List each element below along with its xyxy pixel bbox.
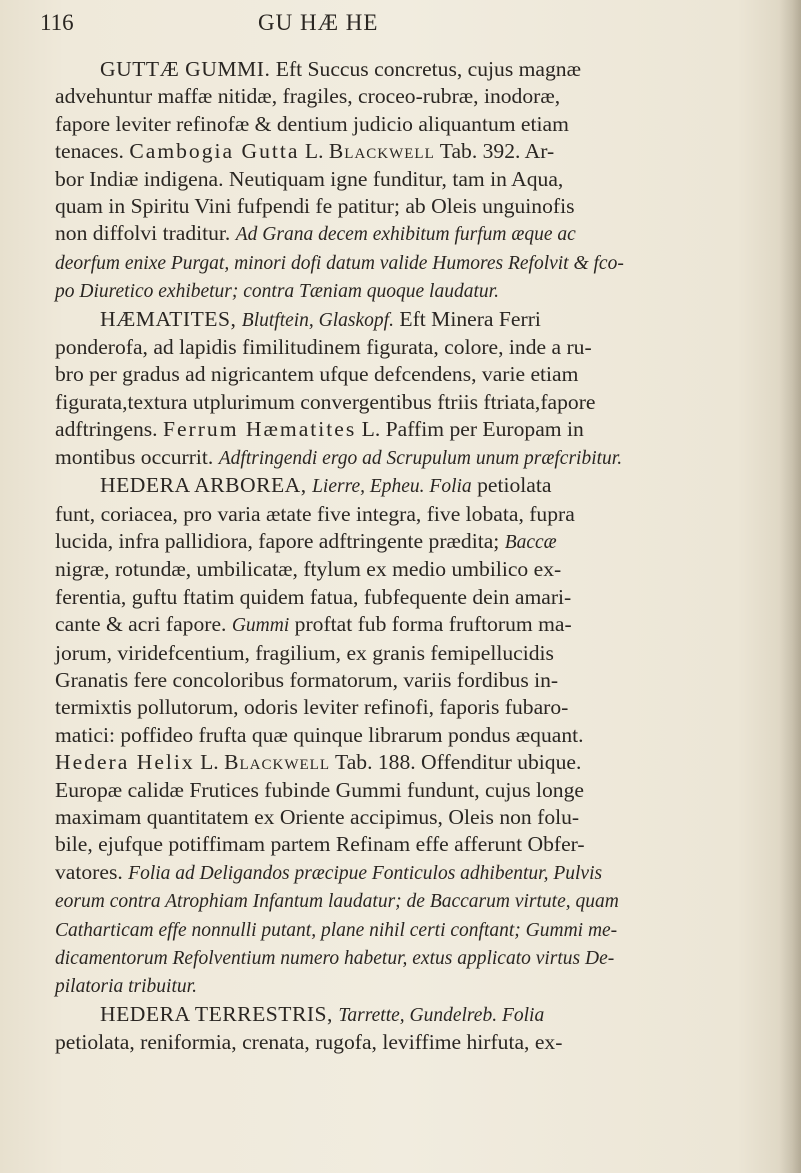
page-number: 116 [40, 10, 74, 35]
text-run: Folia ad Deligandos præcipue Fonticulos adhibentur, Pulvis [128, 862, 603, 884]
text-line [55, 111, 767, 138]
text-line [55, 389, 767, 416]
text-line [55, 361, 767, 388]
text-run: GUTTÆ GUMMI. [100, 57, 271, 81]
text-run: Tab. 188. Offenditur ubique. [330, 750, 582, 775]
text-run: ponderofa, ad lapidis fimilitudinem figurata, colore, inde a ru- [55, 335, 592, 360]
text-line [55, 749, 767, 776]
text-run: Baccæ [504, 531, 557, 553]
text-line [55, 83, 767, 110]
text-run: L. [194, 750, 225, 775]
text-run: jorum, viridefcentium, fragilium, ex granis femipellucidis [55, 640, 554, 665]
text-line [55, 220, 767, 248]
text-run: Cambogia Gutta [129, 139, 300, 164]
text-run: petiolata, reniformia, crenata, rugofa, leviffime hirfuta, ex- [55, 1030, 563, 1055]
text-run: lucida, infra pallidiora, fapore adftringente prædita; [55, 528, 505, 553]
text-line [55, 777, 767, 804]
text-line [55, 334, 767, 361]
text-run: ferentia, guftu ftatim quidem fatua, fubfequente dein amari- [55, 584, 572, 609]
text-run: petiolata [471, 473, 552, 498]
text-line [55, 859, 767, 887]
text-line [55, 472, 767, 500]
text-run: Europæ calidæ Frutices fubinde Gummi fundunt, cujus longe [55, 777, 584, 802]
text-line [55, 166, 767, 193]
text-line [55, 667, 767, 694]
text-line [55, 1001, 767, 1029]
text-run: L. [299, 139, 329, 164]
text-run: vatores. [55, 859, 129, 884]
text-run: Lierre, Epheu. Folia [312, 476, 472, 498]
text-run: Ferrum Hæmatites [162, 417, 357, 442]
text-run: nigræ, rotundæ, umbilicatæ, ftylum ex medio umbilico ex- [55, 557, 562, 582]
text-line [55, 972, 767, 1000]
text-run: HEDERA ARBOREA, [100, 473, 307, 498]
text-line [55, 584, 767, 611]
text-line [55, 416, 767, 443]
text-run: bor Indiæ indigena. Neutiquam igne funditur, tam in Aqua, [55, 166, 564, 191]
text-run: cante & acri fapore. [55, 612, 232, 637]
text-run: Eft Minera Ferri [393, 306, 541, 331]
text-run: tenaces. [55, 139, 130, 164]
text-line [55, 556, 767, 583]
text-run: Blackwell [224, 750, 330, 775]
text-line [55, 277, 767, 305]
text-run: maximam quantitatem ex Oriente accipimus, Oleis non folu- [55, 804, 580, 829]
text-run: Catharticam effe nonnulli putant, plane nihil certi conftant; Gummi me- [55, 919, 618, 941]
text-run: matici: poffideo frufta quæ quinque librarum pondus æquant. [55, 722, 584, 747]
text-line [55, 1029, 767, 1056]
text-run: Granatis fere concoloribus formatorum, variis fordibus in- [55, 667, 559, 692]
text-line [55, 916, 767, 944]
text-line [55, 831, 767, 858]
text-line [55, 611, 767, 639]
text-run: bile, ejufque potiffimam partem Refinam effe afferunt Obfer- [55, 832, 585, 857]
text-run: Blackwell [328, 139, 435, 164]
text-run: bro per gradus ad nigricantem ufque defcendens, varie etiam [55, 362, 579, 387]
text-run: Tab. 392. Ar- [434, 139, 555, 164]
text-run: quam in Spiritu Vini fufpendi fe patitur; ab Oleis unguinofis [55, 194, 575, 219]
page-edge-shadow [779, 0, 801, 1173]
text-run: L. Paffim per Europam in [356, 417, 584, 442]
text-line [55, 193, 767, 220]
text-run: Hedera Helix [55, 750, 195, 775]
text-line [55, 444, 767, 472]
text-run: dicamentorum Refolventium numero habetur, extus applicato virtus De- [55, 948, 615, 969]
text-line [55, 501, 767, 528]
text-run: deorfum enixe Purgat, minori dofi datum valide Humores Refolvit & fco- [55, 252, 624, 274]
text-run: advehuntur maffæ nitidæ, fragiles, croceo-rubræ, inodoræ, [55, 84, 561, 109]
text-run: montibus occurrit. [55, 444, 219, 469]
text-line [55, 306, 767, 334]
text-run: adftringens. [55, 417, 163, 442]
text-run: HÆMATITES, [100, 306, 237, 331]
text-line [55, 640, 767, 667]
text-run: figurata,textura utplurimum convergentibus ftriis ftriata,fapore [55, 389, 596, 414]
text-run: fapore leviter refinofæ & dentium judicio aliquantum etiam [55, 111, 569, 136]
text-line [55, 804, 767, 831]
text-line [55, 138, 767, 165]
text-run: pilatoria tribuitur. [55, 976, 197, 998]
text-run: Eft Succus concretus, cujus magnæ [270, 57, 582, 81]
text-run: eorum contra Atrophiam Infantum laudatur; de Baccarum virtute, quam [55, 891, 619, 913]
text-run: Adftringendi ergo ad Scrupulum unum præfcribitur. [218, 447, 623, 469]
text-line [55, 694, 767, 721]
running-head: GU HÆ HE [258, 10, 379, 35]
text-line [55, 249, 767, 277]
text-run: po Diuretico exhibetur; contra Tæniam quoque laudatur. [55, 281, 499, 303]
text-run: HEDERA TERRESTRIS, [100, 1001, 333, 1026]
text-run: termixtis pollutorum, odoris leviter refinofi, faporis fubaro- [55, 695, 569, 720]
text-line [55, 56, 767, 83]
text-run: Blutftein, Glaskopf. [241, 309, 394, 331]
text-line [55, 528, 767, 556]
text-run: non diffolvi traditur. [55, 221, 236, 246]
body-text [55, 56, 767, 1057]
text-run: Gummi [231, 615, 290, 637]
text-run: Ad Grana decem exhibitum furfum æque ac [235, 224, 576, 246]
text-line [55, 944, 767, 972]
text-run: proftat fub forma fruftorum ma- [289, 612, 572, 637]
text-line [55, 722, 767, 749]
text-line [55, 887, 767, 915]
text-run: Tarrette, Gundelreb. Folia [338, 1004, 545, 1026]
page-header [40, 10, 760, 44]
text-run: funt, coriacea, pro varia ætate five integra, five lobata, fupra [55, 501, 575, 526]
